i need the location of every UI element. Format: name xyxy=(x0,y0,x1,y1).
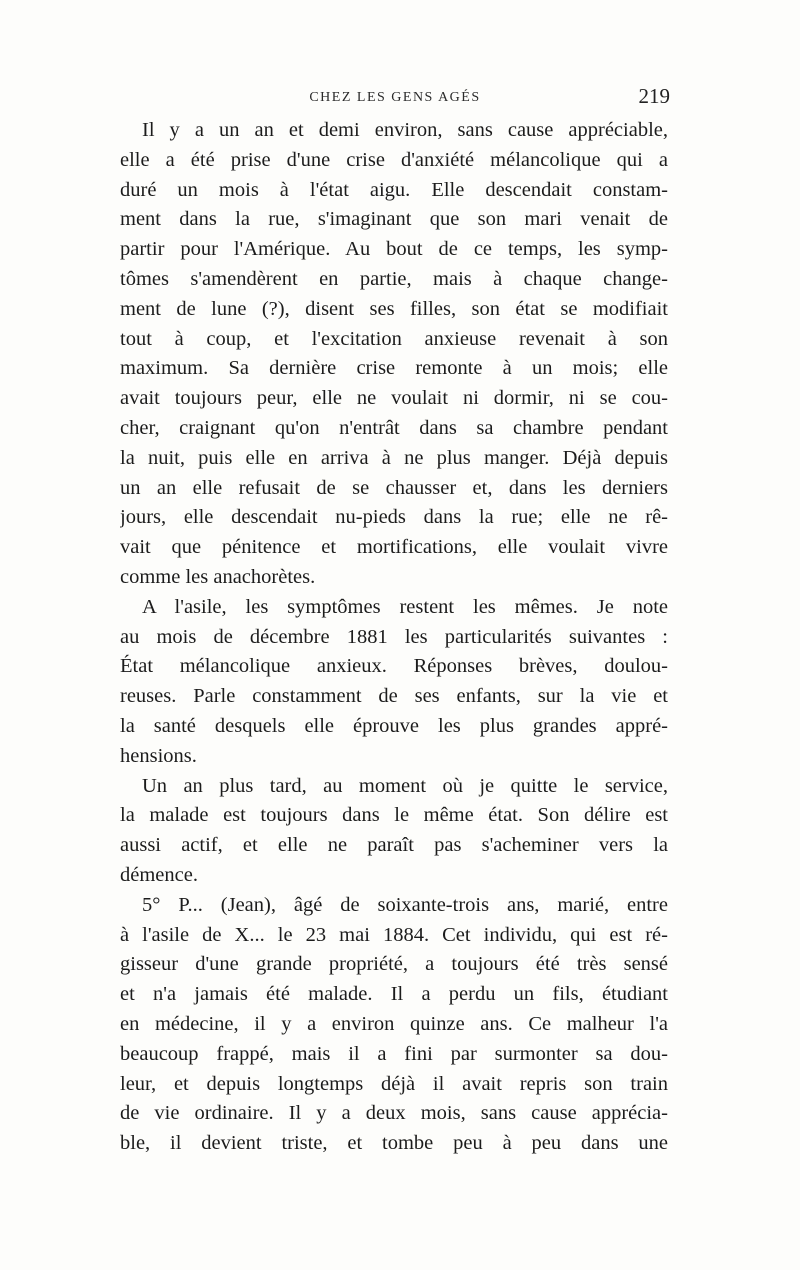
text-line: gisseur d'une grande propriété, a toujours été très sensé xyxy=(120,953,668,976)
text-line: Un an plus tard, au moment où je quitte le service, xyxy=(142,774,668,797)
text-line: démence. xyxy=(120,863,198,886)
text-line: maximum. Sa dernière crise remonte à un mois; elle xyxy=(120,357,668,380)
text-line: État mélancolique anxieux. Réponses brèves, doulou- xyxy=(120,655,668,678)
text-line: leur, et depuis longtemps déjà il avait repris son train xyxy=(120,1072,668,1095)
text-line: cher, craignant qu'on n'entrât dans sa chambre pendant xyxy=(120,416,668,439)
text-line: duré un mois à l'état aigu. Elle descendait constam- xyxy=(120,178,668,201)
text-line: avait toujours peur, elle ne voulait ni dormir, ni se cou- xyxy=(120,387,668,410)
text-line: Il y a un an et demi environ, sans cause appréciable, xyxy=(142,119,668,141)
text-line: ment dans la rue, s'imaginant que son mari venait de xyxy=(120,208,668,231)
text-line: aussi actif, et elle ne paraît pas s'acheminer vers la xyxy=(120,834,668,857)
text-line: tômes s'amendèrent en partie, mais à chaque change- xyxy=(120,267,668,290)
text-line: la santé desquels elle éprouve les plus grandes appré- xyxy=(120,714,668,737)
text-line: à l'asile de X... le 23 mai 1884. Cet individu, qui est ré- xyxy=(120,923,668,946)
running-head xyxy=(120,84,670,112)
text-line: de vie ordinaire. Il y a deux mois, sans cause apprécia- xyxy=(120,1102,668,1125)
text-line: jours, elle descendait nu-pieds dans la rue; elle ne rê- xyxy=(120,506,668,529)
text-line: partir pour l'Amérique. Au bout de ce temps, les symp- xyxy=(120,238,668,261)
text-line: ment de lune (?), disent ses filles, son état se modifiait xyxy=(120,297,668,320)
text-line: comme les anachorètes. xyxy=(120,565,316,588)
text-line: ble, il devient triste, et tombe peu à peu dans une xyxy=(120,1132,668,1155)
text-line: et n'a jamais été malade. Il a perdu un fils, étudiant xyxy=(120,983,668,1006)
body-text xyxy=(120,116,668,1159)
text-line: beaucoup frappé, mais il a fini par surmonter sa dou- xyxy=(120,1042,668,1065)
running-title: CHEZ LES GENS AGÉS xyxy=(309,90,481,105)
text-line: hensions. xyxy=(120,744,197,767)
text-line: elle a été prise d'une crise d'anxiété mélancolique qui a xyxy=(120,148,668,171)
text-line: au mois de décembre 1881 les particularités suivantes : xyxy=(120,625,668,648)
text-line: la nuit, puis elle en arriva à ne plus manger. Déjà depuis xyxy=(120,446,668,469)
text-line: reuses. Parle constamment de ses enfants, sur la vie et xyxy=(120,685,668,708)
text-line: en médecine, il y a environ quinze ans. Ce malheur l'a xyxy=(120,1012,668,1035)
text-line: 5° P... (Jean), âgé de soixante-trois ans, marié, entre xyxy=(142,893,668,916)
text-line: vait que pénitence et mortifications, elle voulait vivre xyxy=(120,536,668,559)
text-line: un an elle refusait de se chausser et, dans les derniers xyxy=(120,476,668,499)
text-line: A l'asile, les symptômes restent les mêmes. Je note xyxy=(142,595,668,618)
page-number: 219 xyxy=(638,84,670,108)
text-line: la malade est toujours dans le même état. Son délire est xyxy=(120,804,668,827)
text-line: tout à coup, et l'excitation anxieuse revenait à son xyxy=(120,327,668,350)
